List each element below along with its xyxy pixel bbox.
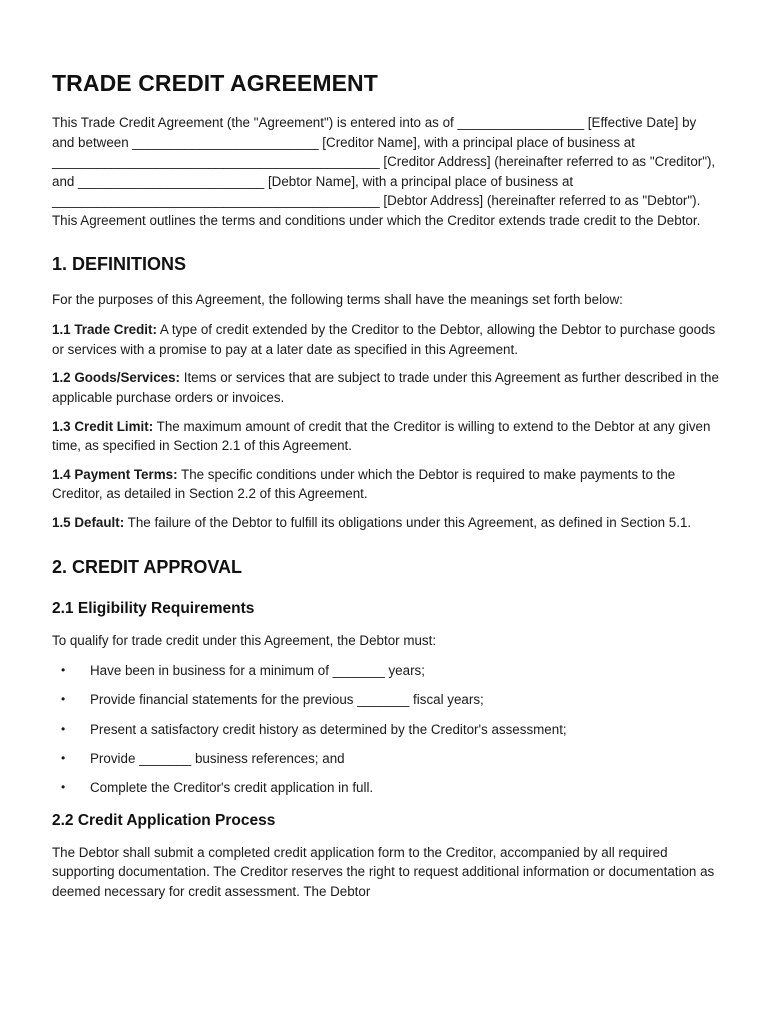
bullet-icon: • <box>61 721 66 736</box>
application-paragraph: The Debtor shall submit a completed credit application form to the Creditor, accompanied by all required supporting documentation. The Creditor reserves the right to request additional information or documentation as deemed necessary for credit assessment. The Debtor <box>52 844 715 899</box>
definition-text: The specific conditions under which the Debtor is required to make payments to the Creditor, as detailed in Section 2.2 of this Agreement. <box>52 466 676 502</box>
definition-text: Items or services that are subject to trade under this Agreement as further described in the applicable purchase orders or invoices. <box>52 370 719 405</box>
definition-text: The failure of the Debtor to fulfill its obligations under this Agreement, as defined in Section 5.1. <box>124 514 692 530</box>
list-item <box>52 778 722 798</box>
definition-text: The maximum amount of credit that the Creditor is willing to extend to the Debtor at any given time, as specified in Section 2.1 of this Agreement. <box>52 418 711 454</box>
definition-goods-services <box>52 368 722 407</box>
list-item-text: Have been in business for a minimum of _______ years; <box>90 663 425 679</box>
bullet-icon: • <box>61 780 66 795</box>
list-item <box>52 749 722 769</box>
eligibility-lead: To qualify for trade credit under this Agreement, the Debtor must: <box>52 632 437 648</box>
list-item <box>52 720 722 740</box>
document-title: TRADE CREDIT AGREEMENT <box>52 70 378 96</box>
definition-payment-terms <box>52 465 722 504</box>
list-item-text: Complete the Creditor's credit application in full. <box>90 780 374 796</box>
definition-text: A type of credit extended by the Creditor to the Debtor, allowing the Debtor to purchase goods or services with a promise to pay at a later date as specified in this Agreement. <box>52 322 716 357</box>
application-heading: 2.2 Credit Application Process <box>52 811 276 829</box>
definition-term: 1.2 Goods/Services: <box>52 370 181 386</box>
bullet-icon: • <box>61 663 66 678</box>
eligibility-list <box>52 661 722 798</box>
list-item <box>52 661 722 681</box>
list-item-text: Present a satisfactory credit history as determined by the Creditor's assessment; <box>90 721 567 737</box>
bullet-icon: • <box>61 750 66 765</box>
bullet-icon: • <box>61 692 66 707</box>
definition-credit-limit <box>52 417 722 456</box>
definition-trade-credit <box>52 320 722 359</box>
definition-term: 1.3 Credit Limit: <box>52 418 154 434</box>
document-page <box>52 70 722 902</box>
definitions-lead: For the purposes of this Agreement, the following terms shall have the meanings set forth below: <box>52 291 623 307</box>
intro-paragraph: This Trade Credit Agreement (the "Agreement") is entered into as of _________________ [Effective Date] by and between _________________________ [Creditor Name], with a principal place of business at ____________________________________________ [Creditor Address] (hereinafter referred to as "Creditor"), and _________________________ [Debtor Name], with a principal place of business at ____________________________________________ [Debtor Address] (hereinafter referred to as "Debtor"). This Agreement outlines the terms and conditions under which the Creditor extends trade credit to the Debtor. <box>52 115 716 228</box>
credit-approval-heading: 2. CREDIT APPROVAL <box>52 556 243 577</box>
definitions-heading: 1. DEFINITIONS <box>52 253 187 274</box>
definition-term: 1.1 Trade Credit: <box>52 322 157 338</box>
eligibility-heading: 2.1 Eligibility Requirements <box>52 599 255 617</box>
list-item-text: Provide _______ business references; and <box>90 750 345 766</box>
list-item <box>52 690 722 710</box>
definition-default <box>52 513 722 533</box>
list-item-text: Provide financial statements for the previous _______ fiscal years; <box>90 692 484 708</box>
definition-term: 1.4 Payment Terms: <box>52 466 178 482</box>
definition-term: 1.5 Default: <box>52 514 125 530</box>
